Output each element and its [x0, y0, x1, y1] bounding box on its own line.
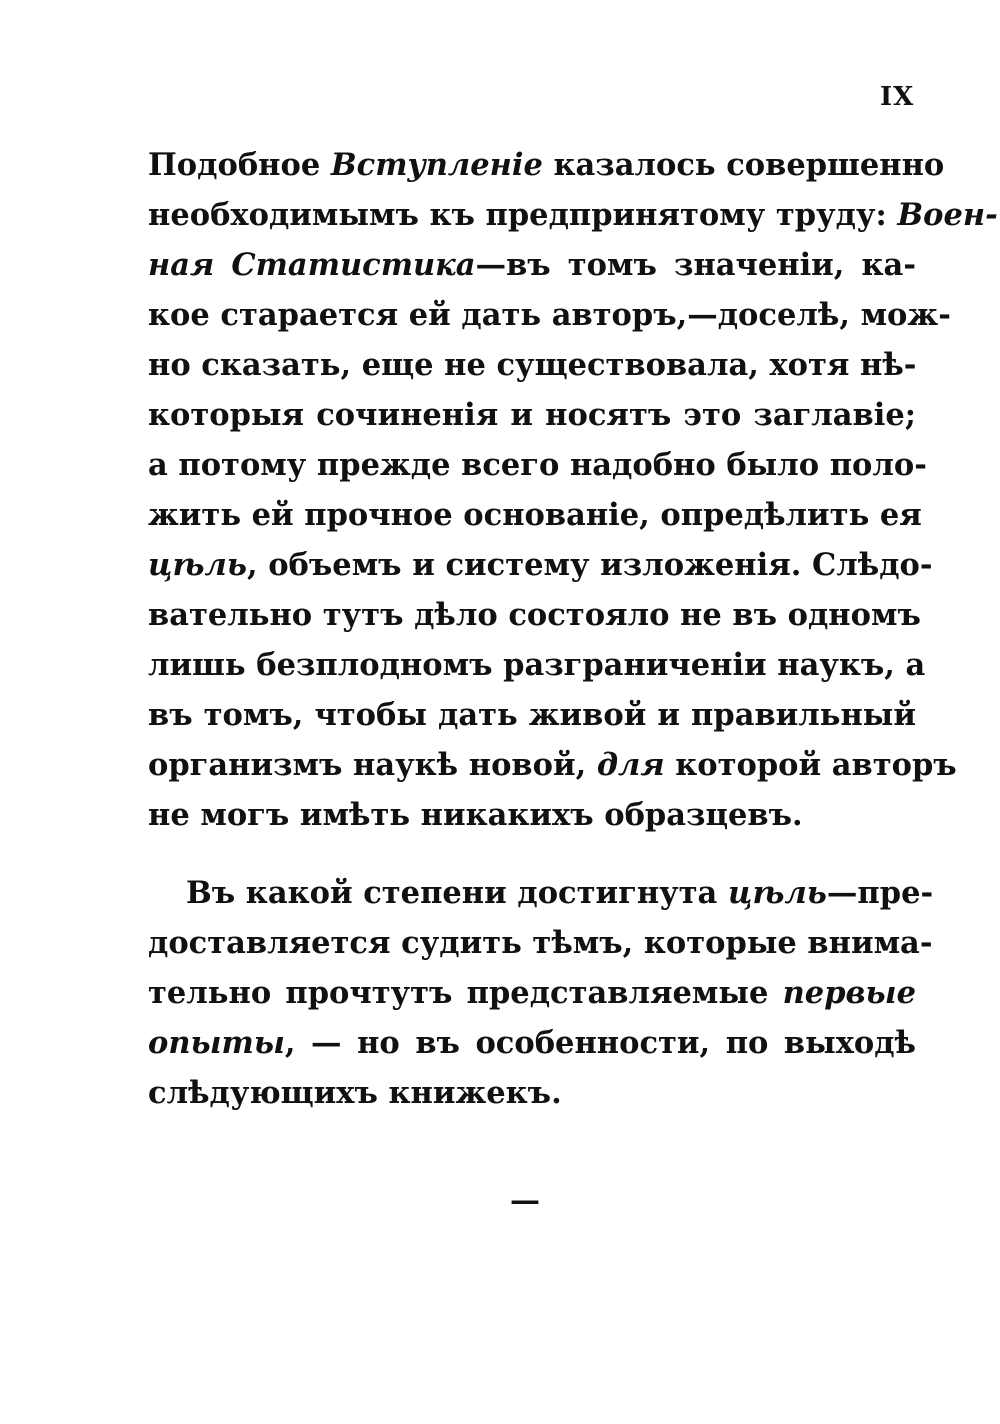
text-run: организмъ наукѣ новой,: [148, 747, 597, 783]
paragraph-introduction: [148, 140, 998, 840]
page-number: IX: [880, 82, 915, 112]
text-line: [148, 640, 926, 690]
end-mark-dash: —: [510, 1183, 540, 1218]
italic-term-statistika: ная Статистика: [148, 247, 476, 283]
text-line: [148, 690, 916, 740]
text-run: жить ей прочное основаніе, опредѣлить ея: [148, 497, 922, 533]
text-line: [148, 340, 916, 390]
text-run: а потому прежде всего надобно было поло-: [148, 447, 927, 483]
text-run: лишь безплодномъ разграниченіи наукъ, а: [148, 647, 926, 683]
text-line: [148, 440, 927, 490]
text-run: вательно тутъ дѣло состояло не въ одномъ: [148, 597, 921, 633]
text-run: не могъ имѣть никакихъ образцевъ.: [148, 797, 803, 833]
text-run: которыя сочиненія и носятъ это заглавіе;: [148, 397, 916, 433]
text-run: , объемъ и систему изложенія. Слѣдо-: [246, 547, 933, 583]
text-run: въ томъ, чтобы дать живой и правильный: [148, 697, 916, 733]
text-line: [148, 868, 934, 918]
italic-term-opyty: опыты: [148, 1025, 285, 1061]
text-line: [148, 1018, 916, 1068]
text-run: —въ томъ значеніи, ка-: [475, 247, 916, 283]
italic-term-vstuplenie: Вступленіе: [330, 147, 543, 183]
text-line: [148, 240, 916, 290]
text-line: [148, 968, 916, 1018]
text-line: [148, 190, 998, 240]
text-run: кое старается ей дать авторъ,—доселѣ, мож-: [148, 297, 951, 333]
paragraph-conclusion: [148, 868, 934, 1118]
text-line: [148, 790, 916, 840]
text-run: которой авторъ: [664, 747, 957, 783]
text-run: доставляется судить тѣмъ, которые внима-: [148, 925, 933, 961]
italic-term-dlya: для: [596, 747, 665, 783]
text-line: [148, 290, 951, 340]
text-run: тельно прочтутъ представляемые: [148, 975, 783, 1011]
text-line: [148, 1068, 916, 1118]
text-run: —пре-: [826, 875, 934, 911]
italic-term-tsel: цѣль: [148, 547, 247, 583]
text-run: Въ какой степени достигнута: [186, 875, 728, 911]
text-run: но сказать, еще не существовала, хотя нѣ-: [148, 347, 917, 383]
text-line: [148, 390, 916, 440]
text-run: Подобное: [148, 147, 331, 183]
italic-term-pervye: первые: [782, 975, 916, 1011]
text-line: [148, 740, 957, 790]
italic-term-tsel: цѣль: [727, 875, 827, 911]
text-run: слѣдующихъ книжекъ.: [148, 1075, 562, 1111]
text-line: [148, 140, 945, 190]
text-run: казалось совершенно: [542, 147, 945, 183]
text-line: [148, 918, 933, 968]
text-line: [148, 590, 921, 640]
italic-term-voen: Воен-: [897, 197, 998, 233]
text-run: необходимымъ къ предпринятому труду:: [148, 197, 898, 233]
text-run: , — но въ особенности, по выходѣ: [284, 1025, 916, 1061]
text-line: [148, 490, 922, 540]
text-line: [148, 540, 933, 590]
